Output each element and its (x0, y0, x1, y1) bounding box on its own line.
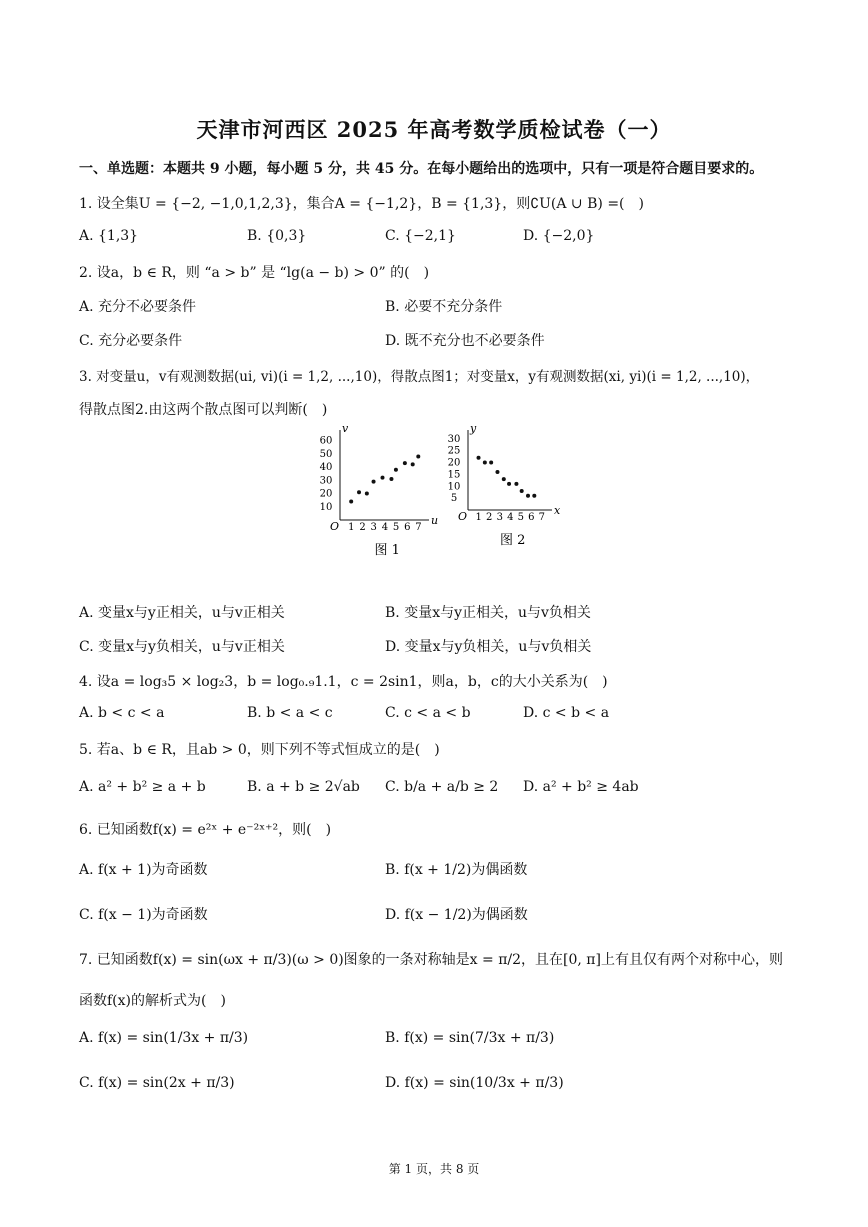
q4-option-b: B. b < a < c (247, 705, 333, 721)
q4-option-d: D. c < b < a (523, 705, 610, 721)
x-axis-label: x (554, 504, 561, 517)
x-tick-label: 1 (475, 512, 482, 523)
q7-option-b: B. f(x) = sin(7/3x + π/3) (385, 1030, 555, 1046)
scatter-plot-1 (320, 422, 438, 558)
figure-caption: 图 2 (500, 533, 526, 548)
q3-option-b: B. 变量x与y正相关，u与v负相关 (385, 605, 591, 621)
q7-option-d: D. f(x) = sin(10/3x + π/3) (385, 1075, 564, 1091)
data-point (403, 461, 407, 465)
x-tick-label: 7 (415, 522, 422, 533)
y-axis-label: y (470, 422, 477, 435)
x-tick-label: 5 (517, 512, 525, 523)
figure-caption: 图 1 (374, 543, 400, 558)
q1-option-c: C. {−2,1} (385, 228, 456, 244)
q1-option-a: A. {1,3} (79, 228, 139, 244)
y-tick-label: 10 (319, 501, 333, 513)
data-point (394, 468, 398, 472)
x-tick-label: 3 (496, 512, 503, 523)
exam-title: 天津市河西区 2025 年高考数学质检试卷（一） (196, 117, 672, 142)
scatter-plot-2 (448, 422, 561, 548)
data-point (477, 456, 481, 460)
y-tick-label: 30 (319, 475, 333, 487)
x-tick-label: 4 (507, 512, 514, 523)
y-tick-label: 20 (447, 457, 461, 469)
q3-option-d: D. 变量x与y负相关，u与v负相关 (385, 639, 592, 655)
question-5-stem: 5. 若a、b ∈ R，且ab > 0，则下列不等式恒成立的是( ) (79, 742, 440, 758)
x-tick-label: 2 (359, 522, 366, 533)
x-tick-label: 5 (392, 522, 400, 533)
origin-label: O (330, 520, 340, 533)
question-3-stem-line1: 3. 对变量u，v有观测数据(ui, vi)(i = 1,2, ...,10)，得散点图1；对变量x，y有观测数据(xi, yi)(i = 1,2, ...,10)， (79, 369, 760, 385)
q6-option-b: B. f(x + 1/2)为偶函数 (385, 862, 528, 878)
data-point (502, 477, 506, 481)
q7-option-c: C. f(x) = sin(2x + π/3) (79, 1075, 235, 1091)
y-axis-label: v (342, 422, 349, 435)
y-tick-label: 10 (447, 481, 461, 493)
q5-option-d: D. a² + b² ≥ 4ab (523, 779, 639, 795)
question-6-stem: 6. 已知函数f(x) = e²ˣ + e⁻²ˣ⁺²，则( ) (79, 822, 332, 838)
q2-option-a: A. 充分不必要条件 (79, 299, 197, 315)
data-point (365, 492, 369, 496)
q1-option-b: B. {0,3} (247, 228, 307, 244)
data-point (416, 454, 420, 458)
q6-option-d: D. f(x − 1/2)为偶函数 (385, 907, 528, 923)
y-tick-label: 20 (319, 488, 333, 500)
data-point (526, 494, 530, 498)
section-heading: 一、单选题：本题共 9 小题，每小题 5 分，共 45 分。在每小题给出的选项中，只有一项是符合题目要求的。 (79, 161, 764, 177)
data-point (349, 499, 353, 503)
x-tick-label: 1 (348, 522, 355, 533)
x-axis-label: u (431, 514, 439, 527)
question-3-stem-line2: 得散点图2.由这两个散点图可以判断( ) (79, 402, 328, 418)
question-1-stem: 1. 设全集U = {−2, −1,0,1,2,3}，集合A = {−1,2}，B = {1,3}，则∁U(A ∪ B) =( ) (79, 196, 644, 212)
data-point (483, 461, 487, 465)
y-tick-label: 15 (447, 469, 461, 481)
q2-option-d: D. 既不充分也不必要条件 (385, 333, 545, 349)
q2-option-b: B. 必要不充分条件 (385, 299, 503, 315)
data-point (372, 480, 376, 484)
q5-option-c: C. b/a + a/b ≥ 2 (385, 779, 499, 795)
data-point (507, 482, 511, 486)
x-tick-label: 4 (381, 522, 389, 533)
data-point (495, 470, 499, 474)
x-tick-label: 2 (486, 512, 493, 523)
data-point (489, 461, 493, 465)
q4-option-c: C. c < a < b (385, 705, 471, 721)
question-2-stem: 2. 设a，b ∈ R，则 “a > b” 是 “lg(a − b) > 0” 的( ) (79, 265, 430, 281)
y-tick-label: 60 (319, 435, 333, 447)
data-point (411, 462, 415, 466)
q5-option-b: B. a + b ≥ 2√ab (247, 779, 360, 795)
q3-option-c: C. 变量x与y负相关，u与v正相关 (79, 639, 285, 655)
x-tick-label: 6 (528, 512, 535, 523)
y-tick-label: 30 (447, 433, 461, 445)
data-point (514, 482, 518, 486)
data-point (532, 494, 536, 498)
scatter-figures (310, 424, 570, 564)
q7-option-a: A. f(x) = sin(1/3x + π/3) (79, 1030, 249, 1046)
data-point (389, 477, 393, 481)
q6-option-c: C. f(x − 1)为奇函数 (79, 907, 208, 923)
y-tick-label: 25 (447, 445, 461, 457)
data-point (357, 490, 361, 494)
y-tick-label: 5 (450, 493, 458, 505)
question-4-stem: 4. 设a = log₃5 × log₂3，b = log₀.₉1.1，c = 2sin1，则a，b，c的大小关系为( ) (79, 674, 608, 690)
y-tick-label: 40 (319, 462, 333, 474)
q1-option-d: D. {−2,0} (523, 228, 595, 244)
data-point (520, 489, 524, 493)
q3-option-a: A. 变量x与y正相关，u与v正相关 (79, 605, 285, 621)
question-7-stem-line1: 7. 已知函数f(x) = sin(ωx + π/3)(ω > 0)图象的一条对称轴是x = π/2，且在[0, π]上有且仅有两个对称中心，则 (79, 952, 783, 968)
origin-label: O (458, 510, 468, 523)
x-tick-label: 7 (538, 512, 546, 523)
page-footer: 第 1 页，共 8 页 (388, 1162, 480, 1176)
q2-option-c: C. 充分必要条件 (79, 333, 183, 349)
q5-option-a: A. a² + b² ≥ a + b (79, 779, 206, 795)
y-tick-label: 50 (319, 448, 333, 460)
q4-option-a: A. b < c < a (79, 705, 165, 721)
q6-option-a: A. f(x + 1)为奇函数 (79, 862, 208, 878)
data-point (381, 476, 385, 480)
question-7-stem-line2: 函数f(x)的解析式为( ) (79, 993, 226, 1009)
x-tick-label: 3 (370, 522, 377, 533)
x-tick-label: 6 (404, 522, 411, 533)
